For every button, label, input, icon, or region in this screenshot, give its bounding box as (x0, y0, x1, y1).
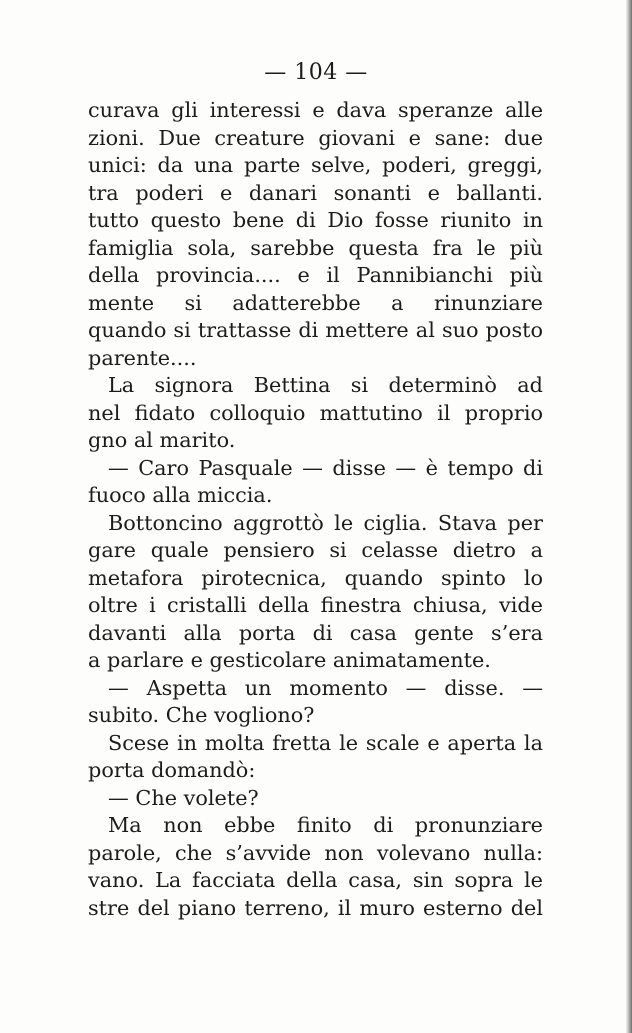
text-line: vano. La facciata della casa, sin sopra le (88, 868, 543, 892)
text-line: porta domandò: (88, 758, 256, 782)
text-line: parole, che s’avvide non volevano nulla: (88, 840, 543, 865)
text-line: quando si trattasse di mettere al suo posto (88, 318, 543, 342)
text-line: gno al marito. (88, 428, 236, 452)
page-number: — 104 — (264, 60, 368, 85)
text-line: stre del piano terreno, il muro esterno del (88, 895, 543, 920)
text-line: unici: da una parte selve, poderi, greggi, (88, 153, 543, 177)
text-line: gare quale pensiero si celasse dietro a (88, 538, 543, 562)
text-line: — Che volete? (108, 785, 259, 810)
text-line: — Aspetta un momento — disse. — (108, 675, 543, 700)
text-line: oltre i cristalli della finestra chiusa, vide (88, 593, 543, 617)
body-text (88, 97, 543, 922)
text-line: subito. Che vogliono? (88, 703, 315, 727)
text-line: parente.... (88, 345, 197, 370)
text-line: metafora pirotecnica, quando spinto lo (88, 565, 543, 590)
text-line: fuoco alla miccia. (88, 483, 273, 507)
text-line: della provincia.... e il Pannibianchi più (88, 263, 543, 287)
text-line: nel fidato colloquio mattutino il proprio (88, 400, 543, 425)
text-line: famiglia sola, sarebbe questa fra le più (88, 235, 543, 260)
text-line: La signora Bettina si determinò ad (108, 373, 543, 397)
page-edge-shadow (626, 0, 632, 1033)
text-line: mente si adatterebbe a rinunziare (88, 290, 543, 315)
text-line: zioni. Due creature giovani e sane: due (88, 125, 543, 150)
text-line: Ma non ebbe finito di pronunziare (108, 813, 543, 837)
text-line: Scese in molta fretta le scale e aperta la (108, 730, 543, 755)
text-line: curava gli interessi e dava speranze alle (88, 98, 543, 122)
text-line: Bottoncino aggrottò le ciglia. Stava per (108, 510, 543, 535)
text-line: tutto questo bene di Dio fosse riunito in (88, 208, 543, 232)
text-line: — Caro Pasquale — disse — è tempo di (108, 455, 543, 480)
text-line: tra poderi e danari sonanti e ballanti. (88, 180, 543, 205)
text-line: davanti alla porta di casa gente s’era (88, 620, 543, 645)
text-line: a parlare e gesticolare animatamente. (88, 648, 491, 672)
